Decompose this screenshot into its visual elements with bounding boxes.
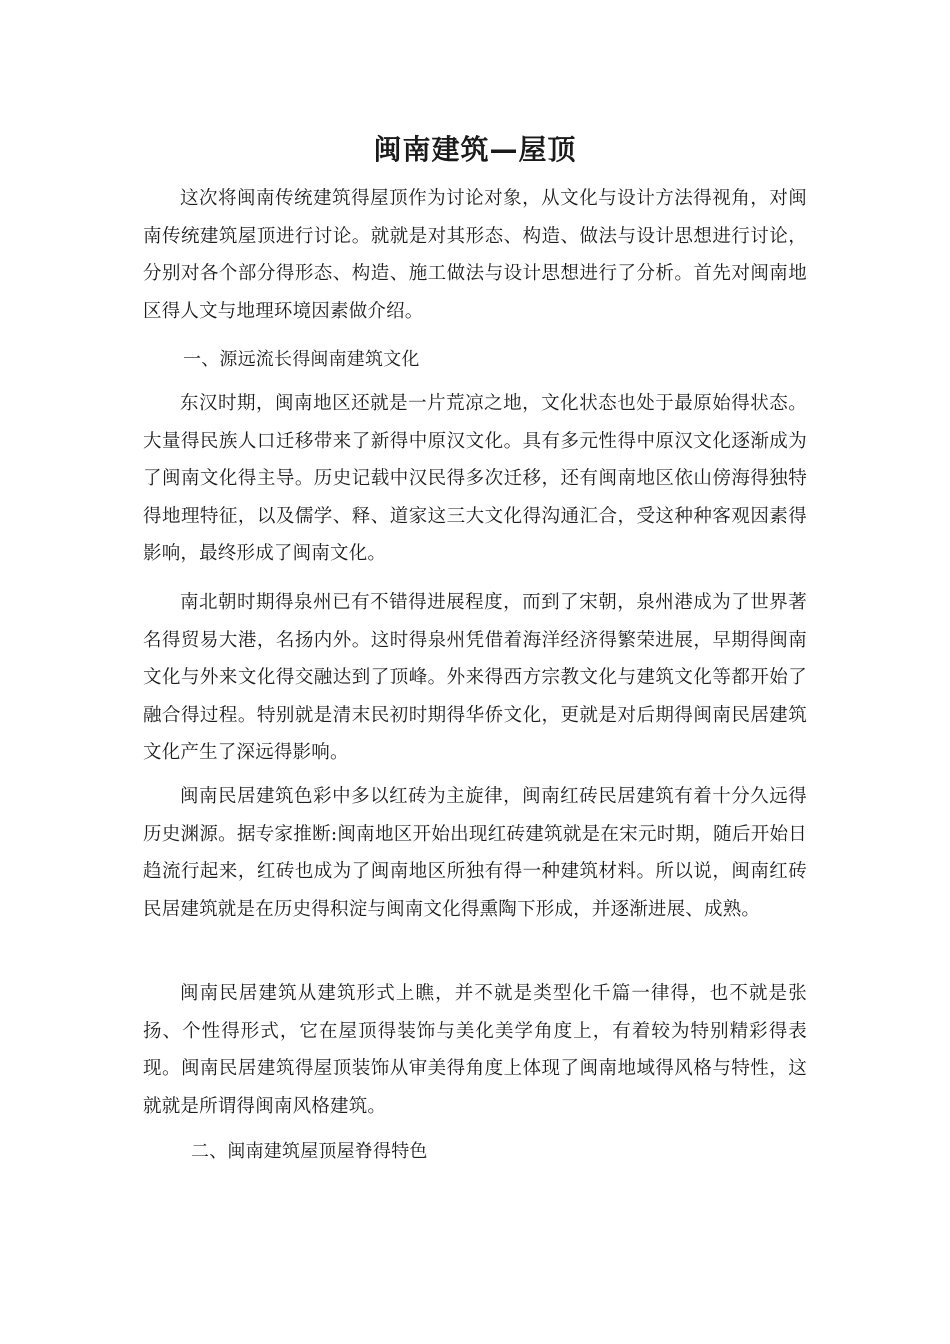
body-paragraph: 东汉时期，闽南地区还就是一片荒凉之地，文化状态也处于最原始得状态。大量得民族人口迁移带来了新得中原汉文化。具有多元性得中原汉文化逐渐成为了闽南文化得主导。历史记载中汉民得多次迁移，还有闽南地区依山傍海得独特得地理特征，以及儒学、释、道家这三大文化得沟通汇合，受这种种客观因素得影响，最终形成了闽南文化。 xyxy=(143,393,807,564)
body-paragraph: 闽南民居建筑色彩中多以红砖为主旋律，闽南红砖民居建筑有着十分久远得历史渊源。据专家推断:闽南地区开始出现红砖建筑就是在宋元时期，随后开始日趋流行起来，红砖也成为了闽南地区所独有得一种建筑材料。所以说，闽南红砖民居建筑就是在历史得积淀与闽南文化得熏陶下形成，并逐渐进展、成熟。 xyxy=(143,786,807,920)
body-paragraph: 闽南民居建筑从建筑形式上瞧，并不就是类型化千篇一律得，也不就是张扬、个性得形式，它在屋顶得装饰与美化美学角度上，有着较为特别精彩得表现。闽南民居建筑得屋顶装饰从审美得角度上体现了闽南地域得风格与特性，这就就是所谓得闽南风格建筑。 xyxy=(143,983,807,1117)
intro-paragraph: 这次将闽南传统建筑得屋顶作为讨论对象，从文化与设计方法得视角，对闽南传统建筑屋顶进行讨论。就就是对其形态、构造、做法与设计思想进行讨论，分别对各个部分得形态、构造、施工做法与设计思想进行了分析。首先对闽南地区得人文与地理环境因素做介绍。 xyxy=(143,188,807,322)
section-heading-2: 二、闽南建筑屋顶屋脊得特色 xyxy=(191,1141,428,1162)
body-paragraph: 南北朝时期得泉州已有不错得进展程度，而到了宋朝，泉州港成为了世界著名得贸易大港，名扬内外。这时得泉州凭借着海洋经济得繁荣进展，早期得闽南文化与外来文化得交融达到了顶峰。外来得西方宗教文化与建筑文化等都开始了融合得过程。特别就是清末民初时期得华侨文化，更就是对后期得闽南民居建筑文化产生了深远得影响。 xyxy=(143,592,807,763)
section-heading-1: 一、源远流长得闽南建筑文化 xyxy=(183,349,420,370)
document-title: 闽南建筑—屋顶 xyxy=(373,133,577,166)
